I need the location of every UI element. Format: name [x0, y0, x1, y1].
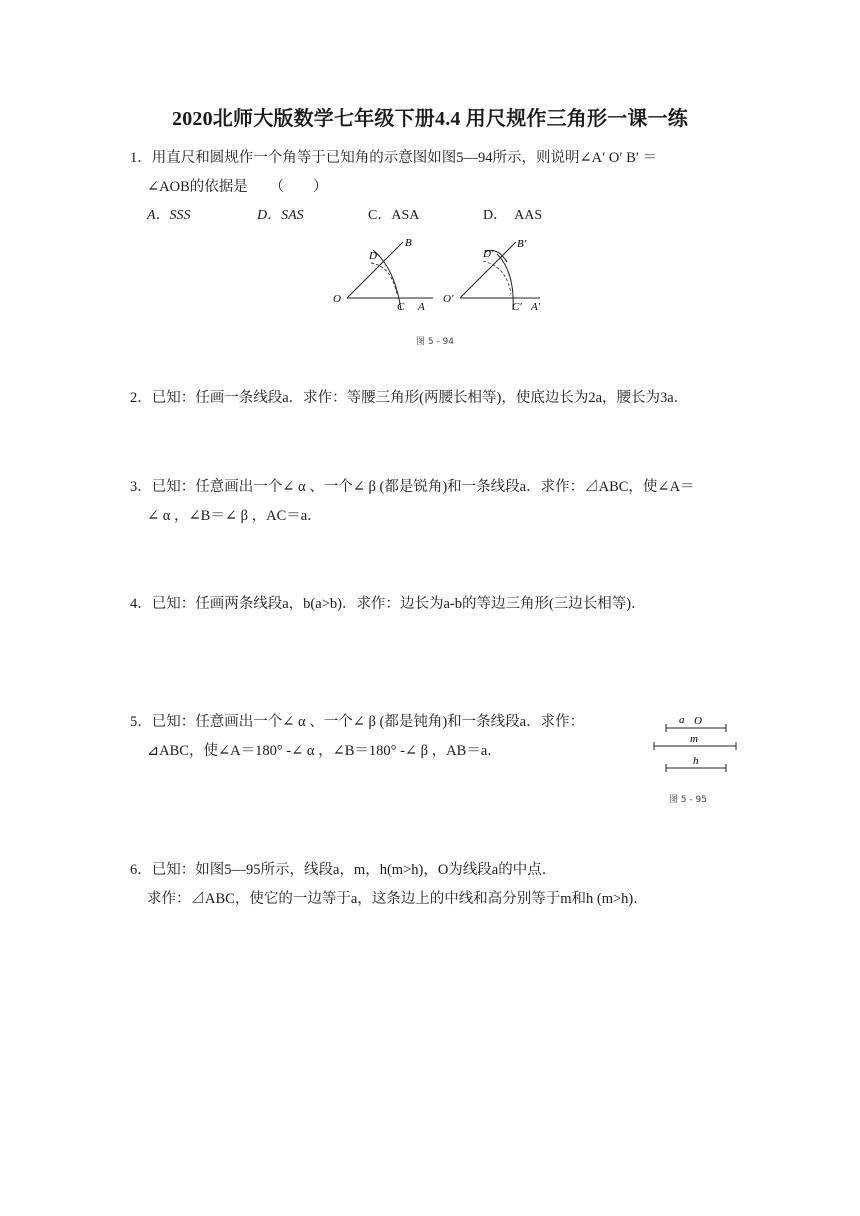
- q5-line1: 5．已知：任意画出一个∠ α 、一个∠ β (都是钝角)和一条线段a．求作：: [130, 714, 585, 730]
- q6-line2: 求作：⊿ABC，使它的一边等于a，这条边上的中线和高分别等于m和h (m>h)．: [147, 891, 648, 907]
- q1-option-b: D．SAS: [257, 208, 304, 223]
- q1-line2: ∠AOB的依据是 （ ）: [147, 179, 328, 195]
- q2-line1: 2．已知：任画一条线段a．求作：等腰三角形(两腰长相等)，使底边长为2a，腰长为3a．: [130, 390, 689, 406]
- label-d: D: [369, 250, 377, 262]
- label-o-prime: O': [443, 293, 454, 305]
- q1-option-a: A．SSS: [147, 208, 191, 223]
- label-c: C: [397, 301, 405, 313]
- figure-5-95: [650, 710, 742, 776]
- q1-option-c: C．ASA: [368, 208, 420, 223]
- q6-line1: 6．已知：如图5—95所示，线段a，m，h(m>h)，O为线段a的中点．: [130, 862, 557, 878]
- label-d-prime: D': [483, 248, 494, 260]
- q1-line1: 1．用直尺和圆规作一个角等于已知角的示意图如图5—94所示，则说明∠A′ O′ B′ ＝: [130, 150, 658, 166]
- label-seg-m: m: [690, 733, 698, 745]
- label-a: A: [418, 301, 425, 313]
- label-b-prime: B': [517, 238, 527, 250]
- dashed-arc-prime: [483, 261, 511, 294]
- figure-5-94-caption: 图 5 - 94: [416, 337, 455, 347]
- q1-option-d: D． AAS: [483, 208, 543, 223]
- label-seg-o: O: [694, 715, 702, 727]
- label-b: B: [405, 237, 412, 249]
- label-a-prime: A': [531, 301, 541, 313]
- label-seg-a: a: [679, 714, 685, 726]
- arc-c-prime: [497, 254, 513, 310]
- label-o: O: [333, 293, 341, 305]
- q3-line1: 3．已知：任意画出一个∠ α 、一个∠ β (都是锐角)和一条线段a．求作：⊿ABC，使∠A＝: [130, 479, 695, 495]
- q4-line1: 4．已知：任画两条线段a，b(a>b)．求作：边长为a-b的等边三角形(三边长相等)．: [130, 596, 646, 612]
- figure-5-94: [325, 232, 555, 350]
- q3-line2: ∠ α ，∠B＝∠ β ，AC＝a．: [147, 508, 322, 524]
- q5-line2: ⊿ABC，使∠A＝180° -∠ α ，∠B＝180° -∠ β ，AB＝a．: [147, 743, 502, 759]
- page-title: 2020北师大版数学七年级下册4.4 用尺规作三角形一课一练: [172, 108, 688, 130]
- label-c-prime: C': [512, 301, 522, 313]
- figure-5-95-caption: 图 5 - 95: [669, 795, 708, 805]
- label-seg-h: h: [693, 755, 699, 767]
